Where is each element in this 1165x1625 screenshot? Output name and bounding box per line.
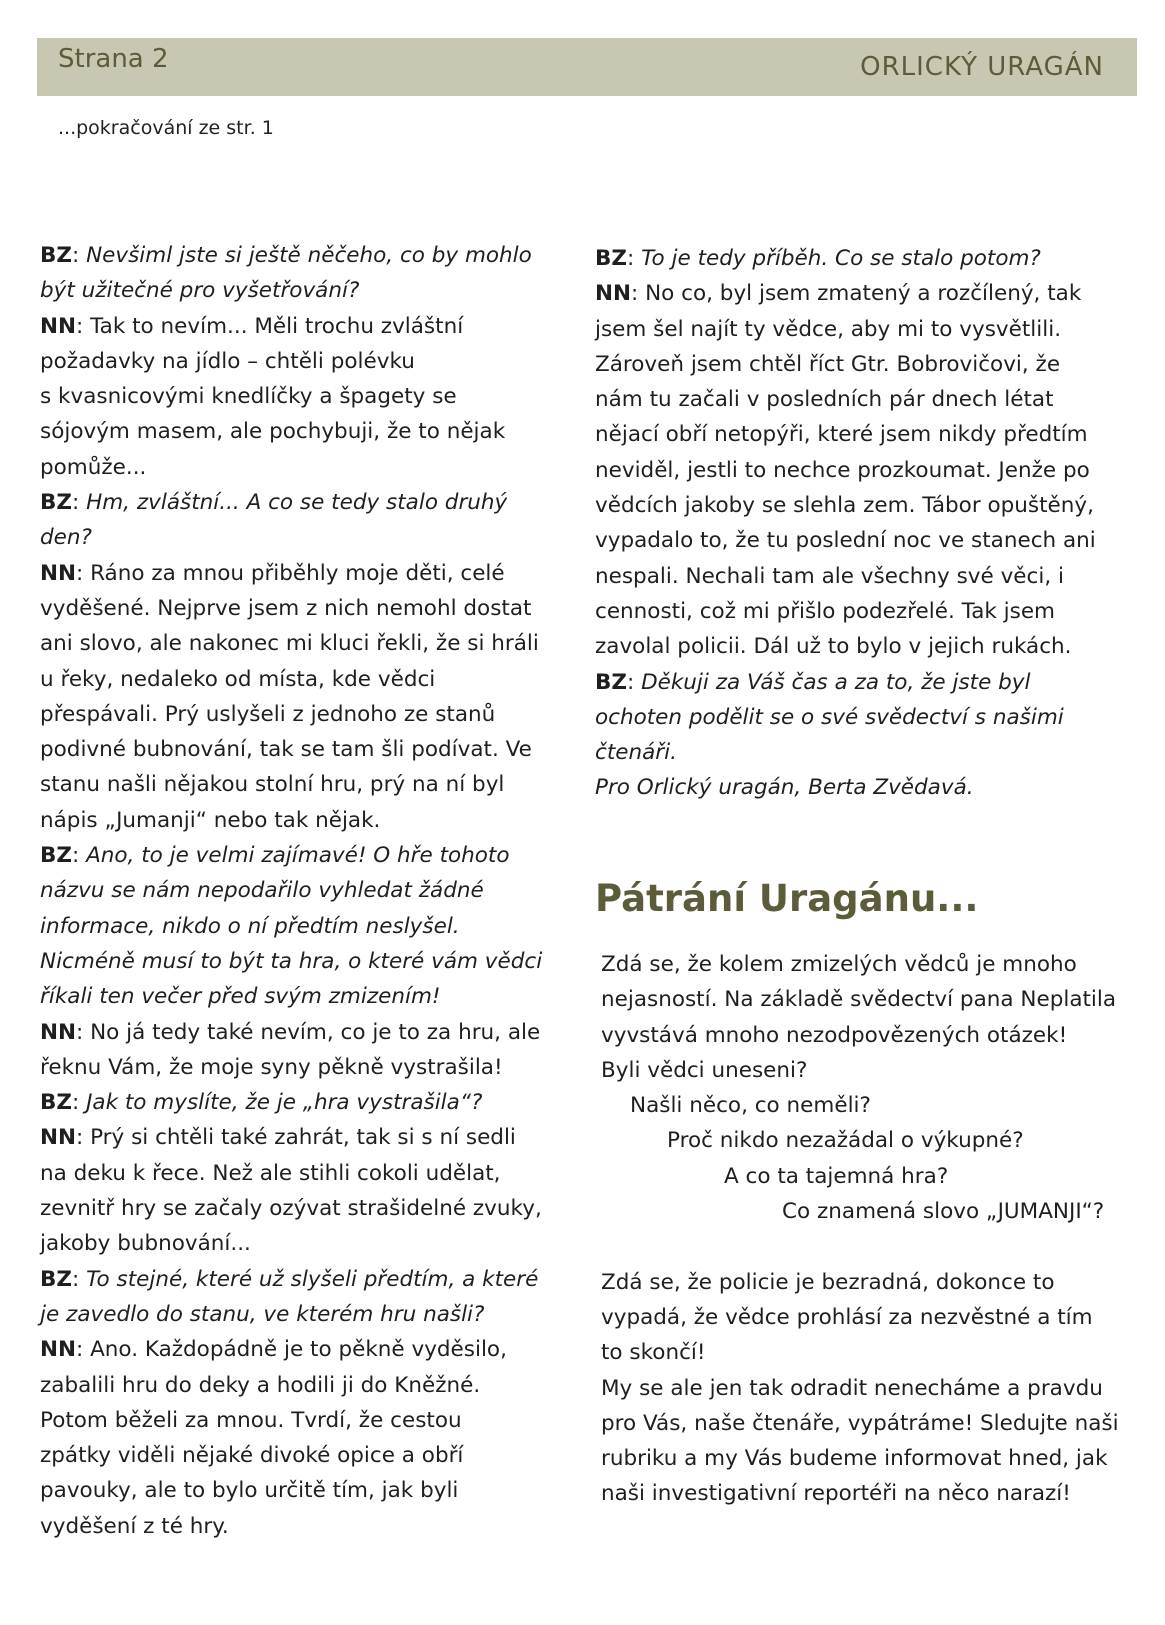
speaker-label: BZ [595, 246, 627, 271]
answer-text: jsem šel najít ty vědce, aby mi to vysvětlili. [595, 316, 1062, 342]
speaker-label: NN [40, 1337, 76, 1363]
speaker-label: BZ [40, 490, 72, 516]
interview-line [40, 732, 580, 767]
interview-line: NN: Ano. Každopádně je to pěkně vyděsilo, [40, 1337, 507, 1363]
interview-line [595, 382, 1135, 417]
interview-line [595, 629, 1135, 664]
answer-text: zabalili hru do deky a hodili ji do Kněžné. [40, 1372, 481, 1398]
interview-line: NN: Ráno za mnou přiběhly moje děti, celé [40, 560, 505, 586]
question-text: To stejné, které už slyšeli předtím, a které [86, 1266, 539, 1292]
interview-line [40, 1509, 580, 1544]
answer-text: s kvasnicovými knedlíčky a špagety se [40, 384, 457, 410]
answer-text: nespali. Nechali tam ale všechny své věci, i [595, 563, 1064, 589]
answer-text: stanu našli nějakou stolní hru, prý na ní byl [40, 772, 505, 798]
answer-text: nějací obří netopýři, které jsem nikdy předtím [595, 422, 1088, 448]
question-text: Děkuji za Váš čas a za to, že jste byl [641, 669, 1031, 695]
interview-line [595, 453, 1135, 488]
section-outro-line: Zdá se, že policie je bezradná, dokonce to [601, 1269, 1055, 1295]
interview-line [40, 1156, 580, 1191]
interview-line [40, 1050, 580, 1085]
answer-text: přespávali. Prý uslyšeli z jednoho ze stanů [40, 701, 496, 727]
speaker-label: BZ [40, 1266, 72, 1292]
speaker-label: BZ [595, 669, 627, 695]
section-outro-line: to skončí! [601, 1340, 706, 1366]
interview-line: BZ: Nevšiml jste si ještě něčeho, co by mohlo [40, 243, 532, 268]
answer-text: pomůže... [40, 454, 147, 480]
answer-text: vědcích jakoby se slehla zem. Tábor opuštěný, [595, 493, 1094, 519]
interview-line: BZ: Jak to myslíte, že je „hra vystrašila“? [40, 1090, 483, 1116]
interview-line [595, 523, 1135, 558]
interview-line [40, 1191, 580, 1226]
question-text: říkali ten večer před svým zmizením! [40, 984, 441, 1010]
interview-line: NN: Tak to nevím... Měli trochu zvláštní [40, 313, 464, 339]
question-text: den? [40, 525, 92, 551]
section-body [601, 947, 1141, 1512]
interview-line [40, 626, 580, 661]
interview-line [40, 803, 580, 838]
interview-line: BZ: To stejné, které už slyšeli předtím, a které [40, 1266, 539, 1292]
interview-line [40, 379, 580, 414]
interview-line [40, 414, 580, 449]
answer-text: No co, byl jsem zmatený a rozčílený, tak [645, 281, 1082, 307]
question-text: Jak to myslíte, že je „hra vystrašila“? [86, 1090, 483, 1116]
interview-left-column [40, 238, 580, 1544]
section-outro-line: naši investigativní reportéři na něco narazí! [601, 1481, 1071, 1507]
interview-line [40, 662, 580, 697]
answer-text: Zároveň jsem chtěl říct Gtr. Bobrovičovi, že [595, 351, 1061, 377]
interview-line [40, 591, 580, 626]
answer-text: sójovým masem, ale pochybuji, že to nějak [40, 419, 506, 445]
answer-text: ani slovo, ale nakonec mi kluci řekli, že si hráli [40, 631, 539, 657]
answer-text: u řeky, nedaleko od místa, kde vědci [40, 666, 436, 692]
question-line: Co znamená slovo „JUMANJI“? [782, 1199, 1105, 1225]
question-text: Hm, zvláštní... A co se tedy stalo druhý [86, 490, 508, 516]
answer-text: podivné bubnování, tak se tam šli podívat. Ve [40, 737, 532, 763]
paragraph-gap [601, 1229, 1141, 1264]
question-text: informace, nikdo o ní předtím neslyšel. [40, 913, 460, 939]
answer-text: vyděšené. Nejprve jsem z nich nemohl dostat [40, 595, 532, 621]
interview-line [40, 450, 580, 485]
answer-text: Tak to nevím... Měli trochu zvláštní [90, 313, 464, 339]
question-text: Nicméně musí to být ta hra, o které vám vědci [40, 948, 543, 974]
interview-line [40, 909, 580, 944]
question-text: To je tedy příběh. Co se stalo potom? [641, 246, 1041, 271]
interview-line [40, 1368, 580, 1403]
interview-line [595, 347, 1135, 382]
question-text: být užitečné pro vyšetřování? [40, 278, 360, 304]
interview-line [40, 1403, 580, 1438]
question-text: Ano, to je velmi zajímavé! O hře tohoto [86, 843, 510, 869]
question-text: je zavedlo do stanu, ve kterém hru našli? [40, 1301, 485, 1327]
interview-line: BZ: Hm, zvláštní... A co se tedy stalo druhý [40, 490, 508, 516]
question-line: A co ta tajemná hra? [724, 1163, 949, 1189]
answer-text: jakoby bubnování... [40, 1231, 251, 1257]
section-outro-line: My se ale jen tak odradit nenecháme a pravdu [601, 1375, 1103, 1401]
page-header [37, 38, 1137, 96]
question-text: ochoten podělit se o své svědectví s našimi [595, 704, 1064, 730]
answer-text: Ano. Každopádně je to pěkně vyděsilo, [90, 1337, 507, 1363]
page-number: Strana 2 [58, 44, 169, 74]
section-intro-line: nejasností. Na základě svědectví pana Neplatila [601, 987, 1117, 1013]
answer-text: vyděšení z té hry. [40, 1513, 229, 1539]
section-intro-line: vyvstává mnoho nezodpovězených otázek! [601, 1022, 1068, 1048]
answer-text: zpátky viděli nějaké divoké opice a obří [40, 1443, 464, 1469]
answer-text: nám tu začali v posledních pár dnech létat [595, 387, 1054, 413]
answer-text: No já tedy také nevím, co je to za hru, ale [90, 1019, 541, 1045]
speaker-label: NN [40, 313, 76, 339]
answer-text: nápis „Jumanji“ nebo tak nějak. [40, 807, 381, 833]
answer-text: řeknu Vám, že moje syny pěkně vystrašila! [40, 1054, 503, 1080]
interview-line [40, 520, 580, 555]
interview-line [595, 735, 1135, 770]
answer-text: pavouky, ale to bylo určitě tím, jak byli [40, 1478, 459, 1504]
interview-line: NN: Prý si chtěli také zahrát, tak si s ní sedli [40, 1125, 516, 1151]
interview-line [595, 594, 1135, 629]
interview-line [595, 417, 1135, 452]
author-signature: Pro Orlický uragán, Berta Zvědavá. [595, 775, 974, 801]
interview-line [40, 979, 580, 1014]
interview-line [40, 1297, 580, 1332]
answer-text: cennosti, což mi přišlo podezřelé. Tak jsem [595, 598, 1056, 624]
interview-line [40, 344, 580, 379]
answer-text: na deku k řece. Než ale stihli cokoli udělat, [40, 1160, 501, 1186]
interview-line [40, 1226, 580, 1261]
interview-line [595, 700, 1135, 735]
interview-line [595, 488, 1135, 523]
question-line: Byli vědci uneseni? [601, 1057, 808, 1083]
question-text: Nevšiml jste si ještě něčeho, co by mohlo [86, 243, 532, 268]
section-title: Pátrání Uragánu... [595, 877, 979, 920]
answer-text: neviděl, jestli to nechce prozkoumat. Jenže po [595, 457, 1090, 483]
question-text: názvu se nám nepodařilo vyhledat žádné [40, 878, 484, 904]
answer-text: Potom běželi za mnou. Tvrdí, že cestou [40, 1407, 462, 1433]
interview-line: BZ: Děkuji za Váš čas a za to, že jste byl [595, 669, 1031, 695]
answer-text: Prý si chtěli také zahrát, tak si s ní sedli [90, 1125, 516, 1151]
speaker-label: NN [40, 1125, 76, 1151]
speaker-label: BZ [40, 243, 72, 268]
interview-line: NN: No já tedy také nevím, co je to za hru, ale [40, 1019, 541, 1045]
interview-line [595, 312, 1135, 347]
interview-line: NN: No co, byl jsem zmatený a rozčílený, tak [595, 281, 1082, 307]
speaker-label: NN [40, 560, 76, 586]
section-outro-line: rubriku a my Vás budeme informovat hned, jak [601, 1446, 1108, 1472]
interview-line [40, 697, 580, 732]
question-text: čtenáři. [595, 740, 677, 766]
interview-line [40, 873, 580, 908]
interview-line [40, 1473, 580, 1508]
answer-text: Ráno za mnou přiběhly moje děti, celé [90, 560, 505, 586]
question-line: Proč nikdo nezažádal o výkupné? [667, 1128, 1024, 1154]
answer-text: vypadalo to, že tu poslední noc ve stanech ani [595, 528, 1096, 554]
section-intro-line: Zdá se, že kolem zmizelých vědců je mnoho [601, 952, 1077, 977]
speaker-label: BZ [40, 1090, 72, 1116]
interview-right-column [595, 241, 1135, 806]
section-outro-line: vypadá, že vědce prohlásí za nezvěstné a tím [601, 1304, 1093, 1330]
continued-note: ...pokračování ze str. 1 [58, 117, 274, 139]
interview-line [40, 767, 580, 802]
answer-text: zavolal policii. Dál už to bylo v jejich rukách. [595, 634, 1072, 660]
interview-line: BZ: Ano, to je velmi zajímavé! O hře tohoto [40, 843, 510, 869]
interview-line: BZ: To je tedy příběh. Co se stalo potom? [595, 246, 1041, 271]
interview-line [40, 944, 580, 979]
section-outro-line: pro Vás, naše čtenáře, vypátráme! Sledujte naši [601, 1410, 1119, 1436]
journal-title: ORLICKÝ URAGÁN [860, 52, 1104, 82]
question-line: Našli něco, co neměli? [630, 1093, 871, 1119]
answer-text: požadavky na jídlo – chtěli polévku [40, 348, 415, 374]
interview-line [40, 1438, 580, 1473]
answer-text: zevnitř hry se začaly ozývat strašidelné zvuky, [40, 1196, 542, 1222]
interview-line [40, 273, 580, 308]
speaker-label: NN [595, 281, 631, 307]
interview-line [595, 559, 1135, 594]
speaker-label: NN [40, 1019, 76, 1045]
speaker-label: BZ [40, 843, 72, 869]
